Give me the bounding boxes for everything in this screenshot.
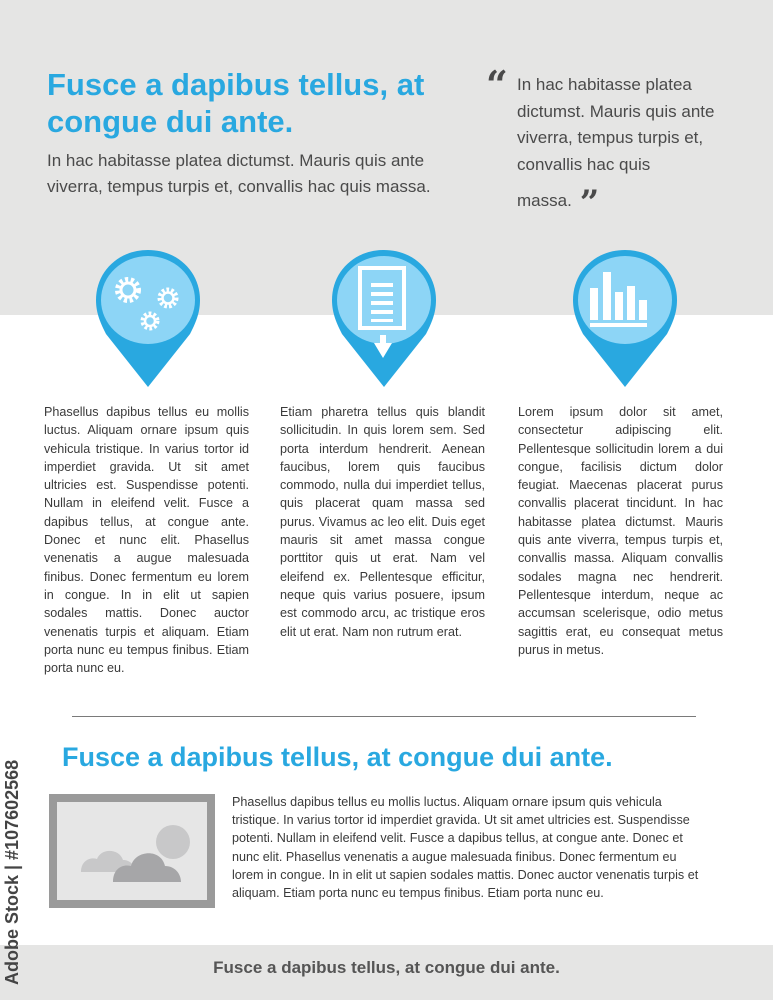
stock-watermark: Adobe Stock | #107602568 bbox=[2, 759, 22, 985]
pull-quote bbox=[517, 72, 727, 223]
section-text: Phasellus dapibus tellus eu mollis luctus. Aliquam ornare ipsum quis vehicula tristique. In varius tortor id imperdiet gravida. Ut sit amet ultricies est. Suspendisse potenti. Nullam in eleifend velit. Fusce a dapibus tellus, at congue ante. Donec et nunc elit. Phasellus venenatis a augue malesuada finibus. Donec fermentum eu lorem in congue. In in elit ut sapien sodales mattis. Donec auctor venenatis turpis et aliquam. Etiam porta nunc eu tempus finibus. Etiam porta nunc eu. bbox=[232, 795, 699, 901]
feature-text-3: Lorem ipsum dolor sit amet, consectetur adipiscing elit. Pellentesque sollicitudin lorem a dui congue, facilisis dictum dolor feugiat. Maecenas placerat purus convallis placerat tincidunt. In hac habitasse platea dictumst. Mauris quis ante viverra, tempus turpis et, convallis massa. Aliquam convallis sodales magna nec hendrerit. Pellentesque interdum, neque ac accumsan scelerisque, odio metus sagittis erat, eu consequat metus purus in metus. bbox=[518, 405, 723, 657]
feature-text-2: Etiam pharetra tellus quis blandit sollicitudin. In quis lorem sem. Sed porta interdum hendrerit. Aenean faucibus, lorem quis faucibus commodo, nulla dui imperdiet tellus, quis placerat quam massa sed purus. Vivamus ac leo elit. Duis eget mauris sit amet massa congue porttitor quis ut erat. Nam vel eleifend ex. Pellentesque efficitur, neque quis varius posuere, ipsum est commodo arcu, ac tristique eros elit ut erat. Nam non rutrum erat. bbox=[280, 405, 485, 639]
close-quote-icon: ” bbox=[579, 183, 600, 223]
page-title: Fusce a dapibus tellus, at congue dui ante. bbox=[47, 67, 425, 139]
gears-icon bbox=[95, 248, 201, 388]
lead-paragraph: In hac habitasse platea dictumst. Mauris quis ante viverra, tempus turpis et, convallis hac quis massa. bbox=[47, 151, 431, 196]
pull-quote-text: In hac habitasse platea dictumst. Mauris quis ante viverra, tempus turpis et, convallis hac quis massa. bbox=[517, 75, 715, 210]
divider bbox=[72, 716, 696, 717]
section-title: Fusce a dapibus tellus, at congue dui ante. bbox=[62, 742, 613, 772]
document-download-icon bbox=[331, 248, 437, 388]
open-quote-icon: “ bbox=[486, 62, 508, 107]
feature-text-1: Phasellus dapibus tellus eu mollis luctus. Aliquam ornare ipsum quis vehicula tristique. In varius tortor id imperdiet gravida. Ut sit amet ultricies est. Suspendisse potenti. Nullam in eleifend velit. Fusce a dapibus tellus, at congue ante. Donec et nunc elit. Phasellus venenatis a augue malesuada finibus. Donec fermentum eu lorem in congue. In in elit ut sapien sodales mattis. Donec auctor venenatis turpis et aliquam. Etiam porta nunc eu tempus finibus. Etiam porta nunc eu. bbox=[44, 405, 249, 676]
bar-chart-icon bbox=[572, 248, 678, 388]
footer-text: Fusce a dapibus tellus, at congue dui ante. bbox=[213, 958, 560, 977]
cloud-image-icon bbox=[57, 802, 207, 900]
image-placeholder bbox=[49, 794, 215, 908]
